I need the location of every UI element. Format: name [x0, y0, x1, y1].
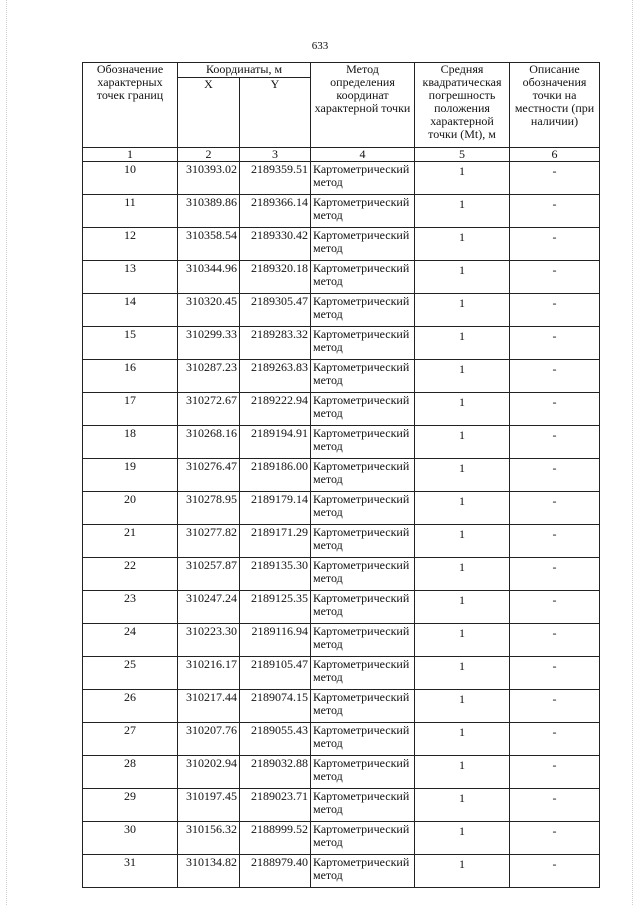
y-cell: 2189105.47 — [240, 657, 311, 690]
x-cell: 310287.23 — [178, 360, 240, 393]
table-row — [83, 426, 600, 459]
x-cell: 310134.82 — [178, 855, 240, 888]
error-cell: 1 — [415, 657, 510, 690]
method-cell: Картометрический метод — [311, 195, 415, 228]
method-cell: Картометрический метод — [311, 459, 415, 492]
error-cell: 1 — [415, 855, 510, 888]
description-cell: - — [510, 261, 600, 294]
description-cell: - — [510, 723, 600, 756]
column-number-row — [83, 148, 600, 162]
table-row — [83, 558, 600, 591]
error-cell: 1 — [415, 261, 510, 294]
table-row — [83, 657, 600, 690]
description-cell: - — [510, 492, 600, 525]
y-cell: 2189023.71 — [240, 789, 311, 822]
y-cell: 2189305.47 — [240, 294, 311, 327]
y-cell: 2189125.35 — [240, 591, 311, 624]
description-cell: - — [510, 690, 600, 723]
point-cell: 21 — [83, 525, 178, 558]
error-cell: 1 — [415, 426, 510, 459]
point-cell: 24 — [83, 624, 178, 657]
method-cell: Картометрический метод — [311, 822, 415, 855]
y-cell: 2189032.88 — [240, 756, 311, 789]
y-cell: 2189263.83 — [240, 360, 311, 393]
description-cell: - — [510, 624, 600, 657]
method-cell: Картометрический метод — [311, 591, 415, 624]
error-cell: 1 — [415, 591, 510, 624]
description-cell: - — [510, 360, 600, 393]
x-cell: 310202.94 — [178, 756, 240, 789]
table-row — [83, 690, 600, 723]
y-cell: 2189135.30 — [240, 558, 311, 591]
column-number: 2 — [178, 148, 240, 162]
x-cell: 310358.54 — [178, 228, 240, 261]
description-cell: - — [510, 327, 600, 360]
y-cell: 2189222.94 — [240, 393, 311, 426]
method-cell: Картометрический метод — [311, 624, 415, 657]
error-cell: 1 — [415, 789, 510, 822]
table-row — [83, 756, 600, 789]
method-cell: Картометрический метод — [311, 360, 415, 393]
point-cell: 30 — [83, 822, 178, 855]
x-cell: 310344.96 — [178, 261, 240, 294]
method-cell: Картометрический метод — [311, 228, 415, 261]
header-error: Средняя квадратическая погрешность положения характерной точки (Mt), м — [415, 63, 510, 148]
error-cell: 1 — [415, 162, 510, 195]
description-cell: - — [510, 393, 600, 426]
method-cell: Картометрический метод — [311, 657, 415, 690]
table-row — [83, 591, 600, 624]
point-cell: 25 — [83, 657, 178, 690]
error-cell: 1 — [415, 756, 510, 789]
y-cell: 2189179.14 — [240, 492, 311, 525]
method-cell: Картометрический метод — [311, 327, 415, 360]
table-row — [83, 360, 600, 393]
error-cell: 1 — [415, 624, 510, 657]
error-cell: 1 — [415, 492, 510, 525]
x-cell: 310299.33 — [178, 327, 240, 360]
description-cell: - — [510, 789, 600, 822]
method-cell: Картометрический метод — [311, 756, 415, 789]
x-cell: 310223.30 — [178, 624, 240, 657]
table-row — [83, 789, 600, 822]
error-cell: 1 — [415, 195, 510, 228]
point-cell: 19 — [83, 459, 178, 492]
header-coordinates: Координаты, м — [178, 63, 311, 78]
table-row — [83, 855, 600, 888]
method-cell: Картометрический метод — [311, 558, 415, 591]
point-cell: 29 — [83, 789, 178, 822]
y-cell: 2189366.14 — [240, 195, 311, 228]
error-cell: 1 — [415, 393, 510, 426]
point-cell: 12 — [83, 228, 178, 261]
table-row — [83, 162, 600, 195]
page-number: 633 — [311, 40, 329, 52]
point-cell: 11 — [83, 195, 178, 228]
description-cell: - — [510, 228, 600, 261]
header-y: Y — [240, 78, 311, 148]
error-cell: 1 — [415, 360, 510, 393]
table-body — [83, 162, 600, 888]
error-cell: 1 — [415, 228, 510, 261]
x-cell: 310217.44 — [178, 690, 240, 723]
header-method: Метод определения координат характерной точки — [311, 63, 415, 148]
description-cell: - — [510, 591, 600, 624]
column-number: 4 — [311, 148, 415, 162]
x-cell: 310272.67 — [178, 393, 240, 426]
column-number: 5 — [415, 148, 510, 162]
x-cell: 310257.87 — [178, 558, 240, 591]
x-cell: 310197.45 — [178, 789, 240, 822]
x-cell: 310247.24 — [178, 591, 240, 624]
method-cell: Картометрический метод — [311, 690, 415, 723]
column-number: 1 — [83, 148, 178, 162]
error-cell: 1 — [415, 294, 510, 327]
error-cell: 1 — [415, 327, 510, 360]
table-row — [83, 459, 600, 492]
point-cell: 28 — [83, 756, 178, 789]
x-cell: 310268.16 — [178, 426, 240, 459]
column-number: 3 — [240, 148, 311, 162]
table-row — [83, 822, 600, 855]
table-row — [83, 393, 600, 426]
description-cell: - — [510, 525, 600, 558]
table-row — [83, 723, 600, 756]
method-cell: Картометрический метод — [311, 855, 415, 888]
x-cell: 310277.82 — [178, 525, 240, 558]
y-cell: 2188999.52 — [240, 822, 311, 855]
x-cell: 310216.17 — [178, 657, 240, 690]
table-row — [83, 525, 600, 558]
error-cell: 1 — [415, 723, 510, 756]
point-cell: 15 — [83, 327, 178, 360]
method-cell: Картометрический метод — [311, 525, 415, 558]
table-row — [83, 228, 600, 261]
y-cell: 2189330.42 — [240, 228, 311, 261]
point-cell: 31 — [83, 855, 178, 888]
method-cell: Картометрический метод — [311, 492, 415, 525]
coordinates-table — [82, 62, 600, 888]
table-row — [83, 294, 600, 327]
table-row — [83, 261, 600, 294]
error-cell: 1 — [415, 690, 510, 723]
y-cell: 2189283.32 — [240, 327, 311, 360]
point-cell: 23 — [83, 591, 178, 624]
point-cell: 17 — [83, 393, 178, 426]
point-cell: 22 — [83, 558, 178, 591]
header-x: X — [178, 78, 240, 148]
point-cell: 16 — [83, 360, 178, 393]
description-cell: - — [510, 459, 600, 492]
y-cell: 2188979.40 — [240, 855, 311, 888]
y-cell: 2189320.18 — [240, 261, 311, 294]
y-cell: 2189194.91 — [240, 426, 311, 459]
y-cell: 2189074.15 — [240, 690, 311, 723]
x-cell: 310320.45 — [178, 294, 240, 327]
right-scan-margin — [632, 0, 634, 905]
description-cell: - — [510, 558, 600, 591]
description-cell: - — [510, 822, 600, 855]
point-cell: 27 — [83, 723, 178, 756]
method-cell: Картометрический метод — [311, 162, 415, 195]
table-row — [83, 624, 600, 657]
point-cell: 20 — [83, 492, 178, 525]
y-cell: 2189186.00 — [240, 459, 311, 492]
method-cell: Картометрический метод — [311, 294, 415, 327]
x-cell: 310389.86 — [178, 195, 240, 228]
x-cell: 310207.76 — [178, 723, 240, 756]
x-cell: 310156.32 — [178, 822, 240, 855]
table-row — [83, 195, 600, 228]
point-cell: 10 — [83, 162, 178, 195]
error-cell: 1 — [415, 525, 510, 558]
header-point: Обозначение характерных точек границ — [83, 63, 178, 148]
table-row — [83, 327, 600, 360]
description-cell: - — [510, 294, 600, 327]
description-cell: - — [510, 657, 600, 690]
error-cell: 1 — [415, 822, 510, 855]
y-cell: 2189055.43 — [240, 723, 311, 756]
header-description: Описание обозначения точки на местности (при наличии) — [510, 63, 600, 148]
left-scan-margin — [6, 0, 8, 905]
error-cell: 1 — [415, 558, 510, 591]
point-cell: 14 — [83, 294, 178, 327]
point-cell: 13 — [83, 261, 178, 294]
method-cell: Картометрический метод — [311, 426, 415, 459]
x-cell: 310276.47 — [178, 459, 240, 492]
description-cell: - — [510, 162, 600, 195]
description-cell: - — [510, 426, 600, 459]
description-cell: - — [510, 756, 600, 789]
description-cell: - — [510, 195, 600, 228]
method-cell: Картометрический метод — [311, 261, 415, 294]
column-number: 6 — [510, 148, 600, 162]
x-cell: 310278.95 — [178, 492, 240, 525]
method-cell: Картометрический метод — [311, 393, 415, 426]
point-cell: 26 — [83, 690, 178, 723]
y-cell: 2189171.29 — [240, 525, 311, 558]
point-cell: 18 — [83, 426, 178, 459]
method-cell: Картометрический метод — [311, 723, 415, 756]
table-row — [83, 492, 600, 525]
method-cell: Картометрический метод — [311, 789, 415, 822]
y-cell: 2189359.51 — [240, 162, 311, 195]
x-cell: 310393.02 — [178, 162, 240, 195]
description-cell: - — [510, 855, 600, 888]
error-cell: 1 — [415, 459, 510, 492]
y-cell: 2189116.94 — [240, 624, 311, 657]
